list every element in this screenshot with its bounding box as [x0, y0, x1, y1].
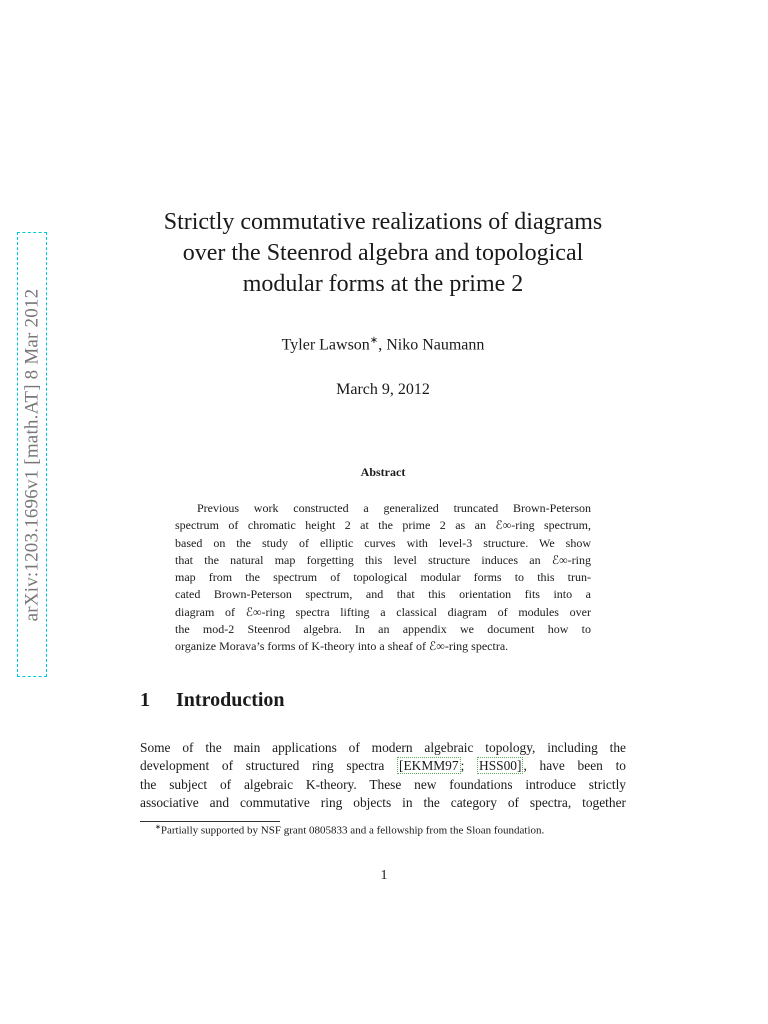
section-heading [140, 689, 285, 712]
abstract-line: map from the spectrum of topological modular forms to this trun- [175, 570, 591, 585]
abstract-line: the mod-2 Steenrod algebra. In an appendix we document how to [175, 622, 591, 637]
intro-line: the subject of algebraic K-theory. These new foundations introduce strictly [140, 776, 626, 792]
title-line-2: over the Steenrod algebra and topological [182, 240, 584, 266]
intro-text: development of structured ring spectra [140, 758, 398, 774]
author-list [140, 335, 626, 354]
section-number: 1 [140, 689, 150, 711]
intro-text: , have been to [523, 758, 626, 774]
paper-date: March 9, 2012 [336, 381, 430, 398]
abstract-line: cated Brown-Peterson spectrum, and that this orientation fits into a [175, 587, 591, 602]
author-second: Niko Naumann [382, 336, 485, 354]
abstract-line: that the natural map forgetting this level structure induces an ℰ∞-ring [175, 552, 591, 567]
citation-separator: ; [460, 758, 478, 774]
footnote-text: Partially supported by NSF grant 0805833 and a fellowship from the Sloan foundation. [160, 824, 545, 837]
intro-paragraph [140, 739, 626, 813]
arxiv-stamp[interactable] [17, 232, 47, 677]
abstract-line: Previous work constructed a generalized truncated Brown-Peterson [197, 501, 591, 515]
author-first: Tyler Lawson [281, 336, 370, 354]
citation-link[interactable]: HSS00] [479, 758, 522, 774]
author-footnote-mark[interactable]: ∗ [369, 335, 379, 346]
abstract-line: diagram of ℰ∞-ring spectra lifting a classical diagram of modules over [175, 604, 591, 619]
page-number: 1 [380, 868, 388, 883]
intro-line [140, 757, 626, 775]
intro-line: associative and commutative ring objects in the category of spectra, together [140, 795, 626, 811]
footnote-mark: ∗ [155, 823, 161, 831]
title-line-1: Strictly commutative realizations of diagrams [163, 209, 603, 235]
footnote [155, 823, 544, 837]
abstract-heading: Abstract [360, 465, 406, 479]
footnote-rule [140, 821, 280, 822]
paper-title [140, 207, 626, 300]
abstract-line: organize Morava’s forms of K-theory into a sheaf of ℰ∞-ring spectra. [175, 639, 509, 654]
abstract-line: based on the study of elliptic curves with level-3 structure. We show [175, 535, 591, 550]
abstract-body [175, 500, 591, 656]
citation-link[interactable]: [EKMM97 [399, 758, 459, 774]
abstract-line: spectrum of chromatic height 2 at the prime 2 as an ℰ∞-ring spectrum, [175, 518, 591, 533]
title-line-3: modular forms at the prime 2 [242, 271, 524, 297]
arxiv-identifier: arXiv:1203.1696v1 [math.AT] 8 Mar 2012 [21, 288, 43, 621]
author-separator: , [378, 336, 383, 354]
intro-line: Some of the main applications of modern algebraic topology, including the [140, 740, 626, 755]
section-title: Introduction [176, 689, 285, 711]
